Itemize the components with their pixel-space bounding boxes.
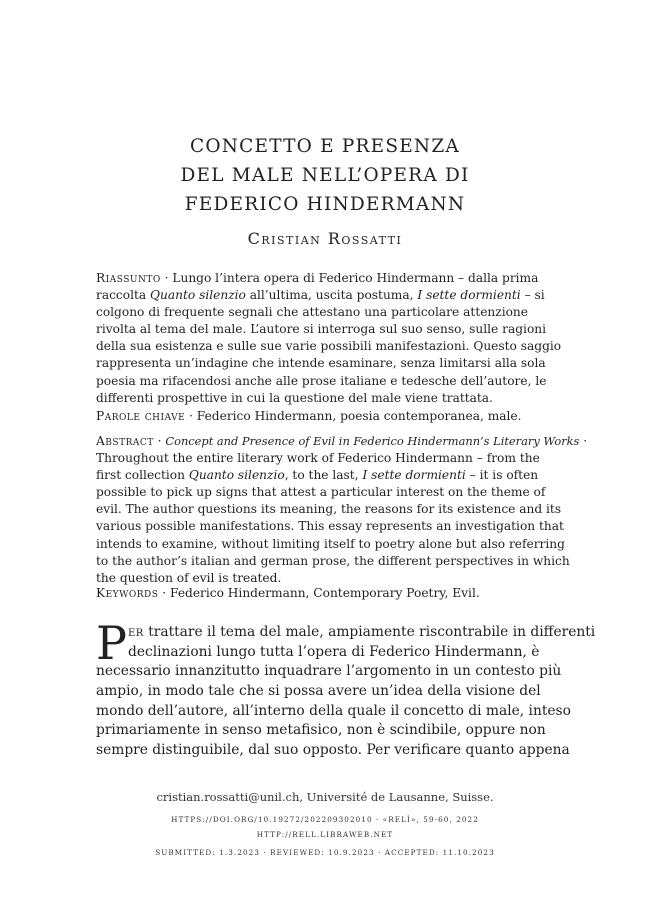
- abstract-line: Throughout the entire literary work of Federico Hindermann – from the: [96, 451, 540, 466]
- book-title: Quanto silenzio: [150, 288, 246, 303]
- parole-chiave-block: Parole chiave · Federico Hindermann, poesia contemporanea, male.: [96, 409, 522, 423]
- riassunto-line: rappresenta un’indagine che intende esaminare, senza limitarsi alla sola: [96, 356, 546, 371]
- abstract-block: [96, 433, 588, 587]
- title-line-1: CONCETTO E PRESENZA: [190, 136, 460, 157]
- author-name: Cristian Rossatti: [247, 229, 403, 248]
- doi-line: HTTPS://DOI.ORG/10.19272/202209302010 · «RELÌ», 59-60, 2022: [171, 815, 479, 824]
- body-line: sempre distinguibile, dal suo opposto. Per verificare quanto appena: [96, 742, 570, 759]
- abstract-line: evil. The author questions its meaning, the reasons for its existence and its: [96, 502, 562, 517]
- body-line: mondo dell’autore, all’interno della quale il concetto di male, inteso: [96, 702, 571, 719]
- abstract-line: various possible manifestations. This essay represents an investigation that: [96, 519, 564, 534]
- abstract-line: the question of evil is treated.: [96, 570, 282, 585]
- riassunto-line: differenti prospettive in cui la questione del male viene trattata.: [96, 390, 493, 405]
- abstract-title: Concept and Presence of Evil in Federico Hindermann’s Literary Works: [165, 434, 580, 448]
- riassunto-block: [96, 270, 562, 407]
- title-line-3: FEDERICO HINDERMANN: [184, 194, 466, 215]
- abstract-line: to the author’s italian and german prose, the different perspectives in which: [96, 553, 570, 568]
- review-dates: SUBMITTED: 1.3.2023 · REVIEWED: 10.9.2023 · ACCEPTED: 11.10.2023: [155, 848, 495, 857]
- riassunto-line: rivolta al tema del male. L’autore si interroga sul suo senso, sulle ragioni: [96, 322, 547, 337]
- riassunto-line: colgono di frequente segnali che attestano una particolare attenzione: [96, 305, 528, 320]
- abstract-line: possible to pick up signs that attest a particular interest on the theme of: [96, 485, 546, 500]
- abstract-line: first collection Quanto silenzio, to the last, I sette dormienti – it is often: [96, 468, 539, 483]
- book-title: I sette dormienti: [362, 468, 466, 483]
- parole-chiave-label: Parole chiave: [96, 409, 186, 423]
- author-affiliation: cristian.rossatti@unil.ch, Université de Lausanne, Suisse.: [156, 790, 494, 804]
- body-line: primariamente in senso metafisico, non è scindibile, oppure non: [96, 722, 546, 739]
- journal-url: HTTP://RELL.LIBRAWEB.NET: [256, 830, 394, 839]
- abstract-label: Abstract: [96, 434, 154, 448]
- body-paragraph: [96, 623, 596, 761]
- riassunto-line: raccolta Quanto silenzio all’ultima, uscita postuma, I sette dormienti – si: [96, 288, 545, 303]
- body-line: declinazioni lungo tutta l’opera di Federico Hindermann, è: [128, 643, 540, 660]
- keywords-block: Keywords · Federico Hindermann, Contemporary Poetry, Evil.: [96, 586, 480, 600]
- body-line: necessario innanzitutto inquadrare l’argomento in un contesto più: [96, 663, 562, 680]
- riassunto-line: della sua esistenza e sulle sue varie possibili manifestazioni. Questo saggio: [96, 339, 562, 354]
- riassunto-label: Riassunto: [96, 271, 161, 285]
- abstract-line: Abstract · Concept and Presence of Evil in Federico Hindermann’s Literary Works ·: [96, 434, 588, 448]
- title-line-2: DEL MALE NELL’OPERA DI: [180, 165, 470, 186]
- keywords-label: Keywords: [96, 586, 159, 600]
- book-title: Quanto silenzio: [188, 468, 285, 483]
- riassunto-line: Riassunto · Lungo l’intera opera di Federico Hindermann – dalla prima: [96, 271, 539, 285]
- body-line: ampio, in modo tale che si possa avere un’idea della visione del: [96, 683, 541, 700]
- book-title: I sette dormienti: [417, 288, 521, 303]
- drop-cap: P: [96, 616, 127, 670]
- abstract-line: intends to examine, without limiting itself to poetry alone but also referring: [96, 536, 565, 551]
- riassunto-line: poesia ma rifacendosi anche alle prose italiane e tedesche dell’autore, le: [96, 373, 547, 388]
- body-line: er trattare il tema del male, ampiamente riscontrabile in differenti: [128, 624, 596, 640]
